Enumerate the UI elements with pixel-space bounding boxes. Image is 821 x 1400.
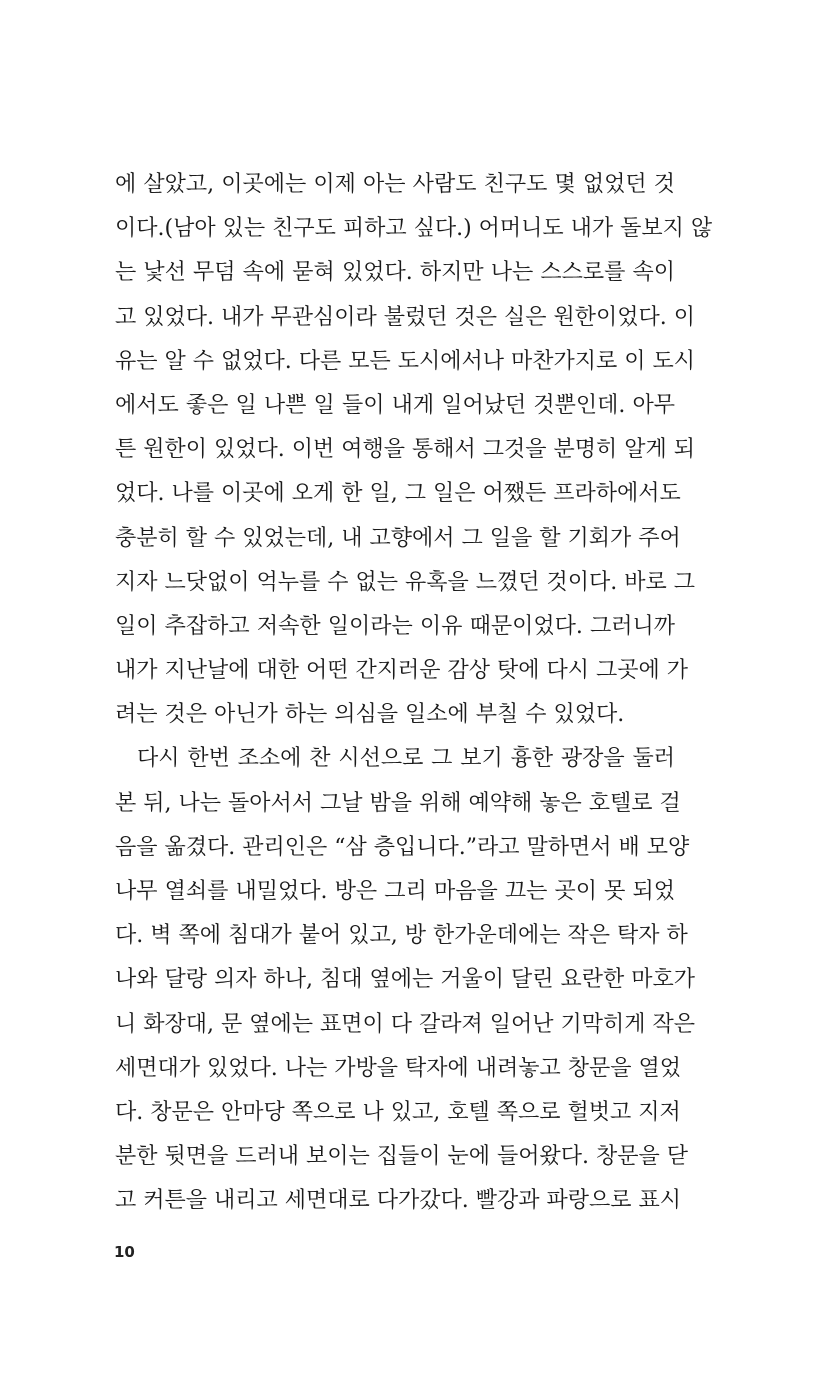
- text-line: 세면대가 있었다. 나는 가방을 탁자에 내려놓고 창문을 열었: [115, 1055, 681, 1081]
- text-line: 었다. 나를 이곳에 오게 한 일, 그 일은 어쨌든 프라하에서도: [115, 481, 681, 507]
- text-line: 다. 창문은 안마당 쪽으로 나 있고, 호텔 쪽으로 헐벗고 지저: [115, 1099, 681, 1125]
- text-line: 튼 원한이 있었다. 이번 여행을 통해서 그것을 분명히 알게 되: [115, 437, 695, 463]
- text-line: 고 있었다. 내가 무관심이라 불렀던 것은 실은 원한이었다. 이: [115, 304, 695, 330]
- text-line: 고 커튼을 내리고 세면대로 다가갔다. 빨강과 파랑으로 표시: [115, 1188, 681, 1214]
- text-line: 는 낯선 무덤 속에 묻혀 있었다. 하지만 나는 스스로를 속이: [115, 260, 675, 286]
- text-line: 다. 벽 쪽에 침대가 붙어 있고, 방 한가운데에는 작은 탁자 하: [115, 923, 688, 949]
- text-line: 에서도 좋은 일 나쁜 일 들이 내게 일어났던 것뿐인데. 아무: [115, 392, 675, 418]
- text-line: 내가 지난날에 대한 어떤 간지러운 감상 탓에 다시 그곳에 가: [115, 658, 688, 684]
- text-line: 지자 느닷없이 억누를 수 없는 유혹을 느꼈던 것이다. 바로 그: [115, 569, 695, 595]
- text-line: 이다.(남아 있는 친구도 피하고 싶다.) 어머니도 내가 돌보지 않: [115, 216, 713, 242]
- text-line: 유는 알 수 없었다. 다른 모든 도시에서나 마찬가지로 이 도시: [115, 348, 695, 374]
- text-line: 본 뒤, 나는 돌아서서 그날 밤을 위해 예약해 놓은 호텔로 걸: [115, 790, 681, 816]
- text-line: 나와 달랑 의자 하나, 침대 옆에는 거울이 달린 요란한 마호가: [115, 967, 695, 993]
- body-text: [115, 163, 713, 1224]
- text-line: 음을 옮겼다. 관리인은 “삼 층입니다.”라고 말하면서 배 모양: [115, 834, 690, 860]
- text-line: 에 살았고, 이곳에는 이제 아는 사람도 친구도 몇 없었던 것: [115, 172, 675, 197]
- text-line: 니 화장대, 문 옆에는 표면이 다 갈라져 일어난 기막히게 작은: [115, 1011, 695, 1037]
- page-number: 10: [114, 1243, 135, 1261]
- text-line: 나무 열쇠를 내밀었다. 방은 그리 마음을 끄는 곳이 못 되었: [115, 879, 675, 904]
- paragraph-start-line: 다시 한번 조소에 찬 시선으로 그 보기 흉한 광장을 둘러: [137, 746, 675, 772]
- text-line: 일이 추잡하고 저속한 일이라는 이유 때문이었다. 그러니까: [115, 613, 675, 639]
- paragraph-end-line: 려는 것은 아닌가 하는 의심을 일소에 부칠 수 있었다.: [115, 702, 625, 728]
- text-line: 충분히 할 수 있었는데, 내 고향에서 그 일을 할 기회가 주어: [115, 525, 681, 551]
- text-line: 분한 뒷면을 드러내 보이는 집들이 눈에 들어왔다. 창문을 닫: [115, 1144, 688, 1170]
